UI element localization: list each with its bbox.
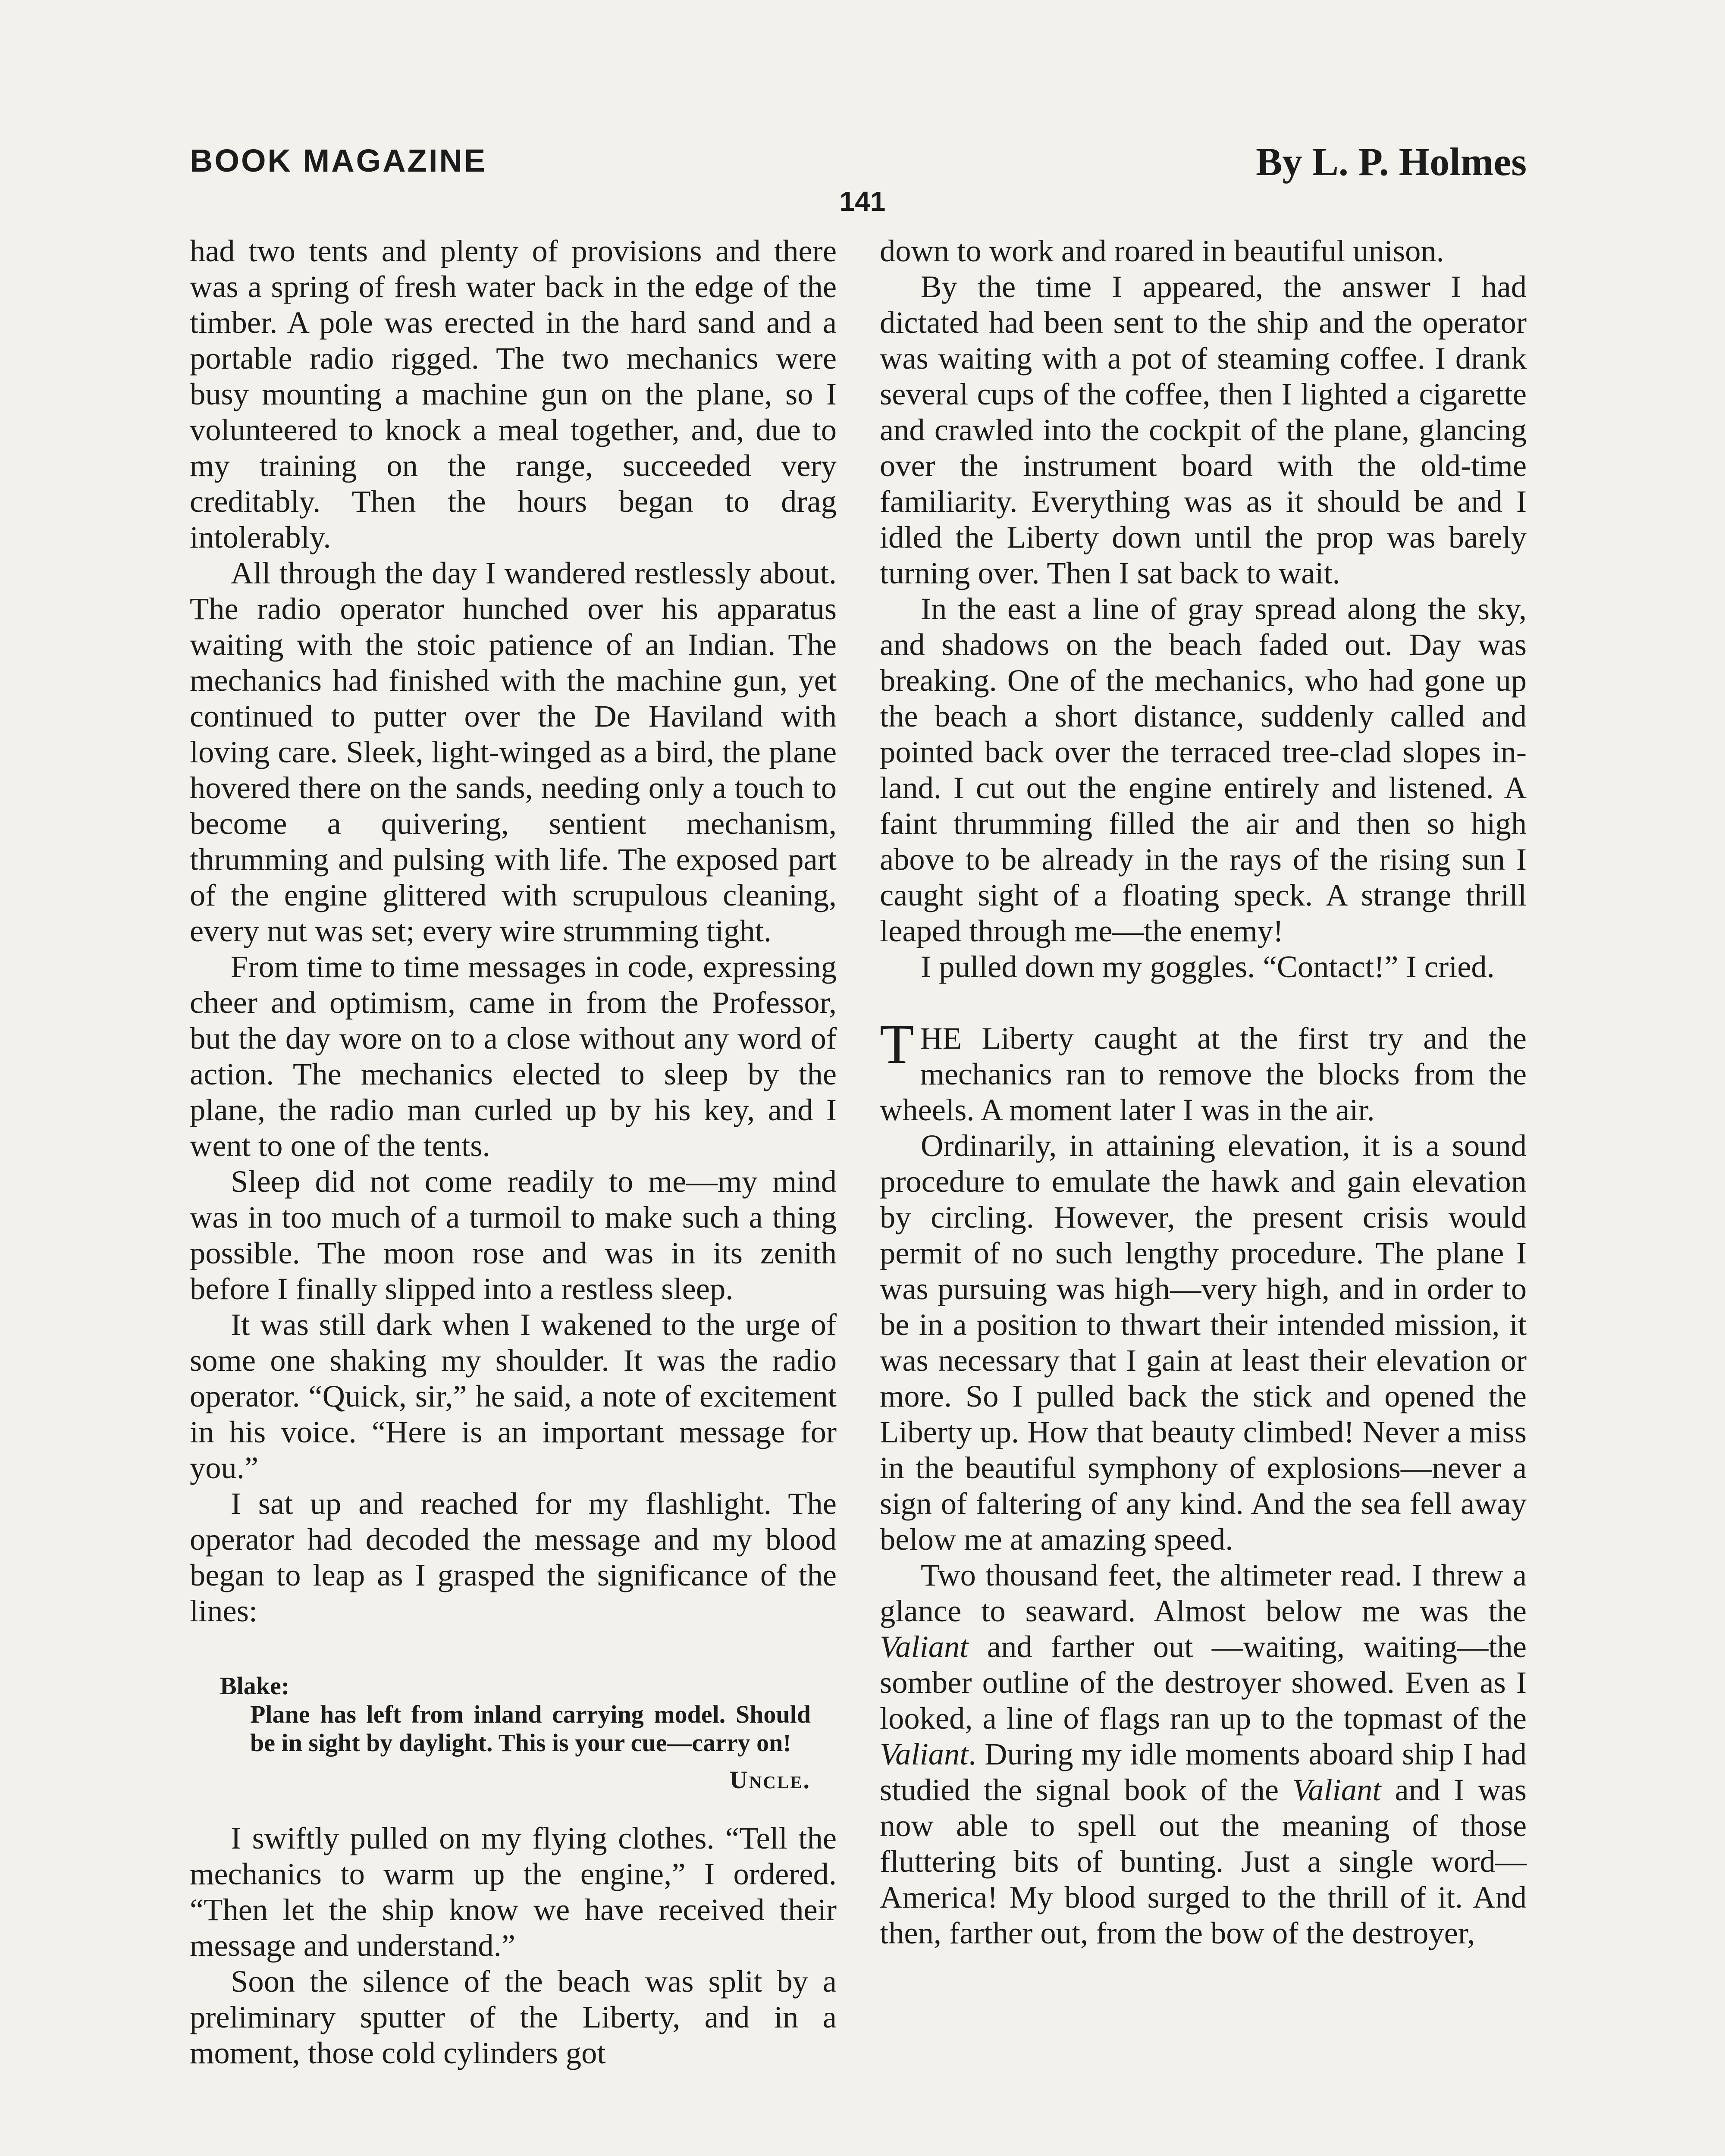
paragraph: Ordinarily, in attaining elevation, it is a sound procedure to emulate the hawk and gain elevation by circling. However, the present crisis would permit of no such lengthy procedure. The plane I was pursuing was high—very high, and in order to be in a position to thwart their intended mission, it was necessary that I gain at least their elevation or more. So I pulled back the stick and opened the Liberty up. How that beauty climbed! Never a miss in the beautiful symphony of explosions—never a sign of faltering of any kind. And the sea fell away below me at amazing speed. xyxy=(880,1128,1527,1557)
telegram-message xyxy=(220,1672,811,1794)
paragraph: Sleep did not come readily to me—my mind was in too much of a turmoil to make such a thing possible. The moon rose and was in its zenith before I finally slipped into a restless sleep. xyxy=(190,1164,837,1306)
paragraph: I swiftly pulled on my flying clothes. “Tell the mechanics to warm up the engine,” I ordered. “Then let the ship know we have received their message and understand.” xyxy=(190,1821,837,1963)
paragraph: I pulled down my goggles. “Contact!” I cried. xyxy=(921,949,1495,984)
author-byline: By L. P. Holmes xyxy=(1256,140,1527,184)
paragraph: Soon the silence of the beach was split by a preliminary sputter of the Liberty, and in a moment, those cold cylinders got xyxy=(190,1964,837,2070)
left-column xyxy=(190,233,837,2071)
ship-name: Valiant xyxy=(1292,1772,1381,1807)
right-column xyxy=(880,233,1527,1951)
paragraph-text: and I was now able to spell out the meaning of those fluttering bits of bunting. Just a single word—America! My blood surged to the thrill of it. And then, farther out, from the bow of the destroyer, xyxy=(880,1772,1527,1950)
ship-name: Valiant xyxy=(880,1736,969,1771)
paragraph xyxy=(880,1557,1527,1951)
paragraph: I sat up and reached for my flashlight. The operator had decoded the message and my blood began to leap as I grasped the significance of the lines: xyxy=(190,1486,837,1628)
paragraph: had two tents and plenty of provisions and there was a spring of fresh water back in the edge of the timber. A pole was erected in the hard sand and a portable radio rigged. The two mechanics were busy mounting a machine gun on the plane, so I volunteered to knock a meal together, and, due to my training on the range, succeeded very creditably. Then the hours began to drag intolerably. xyxy=(190,233,837,555)
running-header xyxy=(190,142,1527,190)
paragraph-text: and farther out —waiting, waiting—the somber outline of the destroyer showed. Even as I looked, a line of flags ran up to the topmast of the xyxy=(880,1629,1527,1736)
paragraph: It was still dark when I wakened to the urge of some one shaking my shoulder. It was the radio operator. “Quick, sir,” he said, a note of excitement in his voice. “Here is an important message for you.” xyxy=(190,1307,837,1485)
telegram-recipient: Blake: xyxy=(220,1672,290,1700)
paragraph-text: HE Liberty caught at the first try and the mechanics ran to remove the blocks from the wheels. A moment later I was in the air. xyxy=(880,1021,1527,1127)
paragraph: By the time I appeared, the answer I had dictated had been sent to the ship and the operator was waiting with a pot of steaming coffee. I drank several cups of the coffee, then I lighted a cigarette and crawled into the cockpit of the plane, glancing over the instrument board with the old-time familiarity. Everything was as it should be and I idled the Liberty down until the prop was barely turning over. Then I sat back to wait. xyxy=(880,269,1527,590)
paragraph: In the east a line of gray spread along the sky, and shadows on the beach faded out. Day was breaking. One of the mechanics, who had gone up the beach a short distance, suddenly called and pointed back over the terraced tree-clad slopes inland. I cut out the engine entirely and listened. A faint thrumming filled the air and then so high above to be already in the rays of the rising sun I caught sight of a floating speck. A strange thrill leaped through me—the enemy! xyxy=(880,591,1527,948)
paragraph: All through the day I wandered restlessly about. The radio operator hunched over his apparatus waiting with the stoic patience of an Indian. The mechanics had finished with the machine gun, yet continued to putter over the De Haviland with loving care. Sleek, light-winged as a bird, the plane hovered there on the sands, needing only a touch to become a quivering, sentient mechanism, thrumming and pulsing with life. The exposed part of the engine glittered with scrupulous cleaning, every nut was set; every wire strumming tight. xyxy=(190,555,837,948)
paragraph-text: Two thousand feet, the altimeter read. I threw a glance to seaward. Almost below me was the xyxy=(880,1557,1527,1628)
magazine-title: BOOK MAGAZINE xyxy=(190,143,487,179)
telegram-signature: Uncle. xyxy=(729,1766,811,1794)
telegram-body: Plane has left from inland carrying model. Should be in sight by daylight. This is your cue—carry on! xyxy=(250,1700,811,1757)
paragraph: down to work and roared in beautiful unison. xyxy=(880,233,1444,268)
paragraph-text: . During my idle moments aboard ship I had studied the signal book of the xyxy=(880,1736,1527,1807)
section-opening-paragraph xyxy=(880,1013,1527,1128)
drop-cap: T xyxy=(880,1013,914,1075)
ship-name: Valiant xyxy=(880,1629,969,1664)
paragraph: From time to time messages in code, expressing cheer and optimism, came in from the Professor, but the day wore on to a close without any word of action. The mechanics elected to sleep by the plane, the radio man curled up by his key, and I went to one of the tents. xyxy=(190,949,837,1163)
page-number: 141 xyxy=(839,186,886,217)
